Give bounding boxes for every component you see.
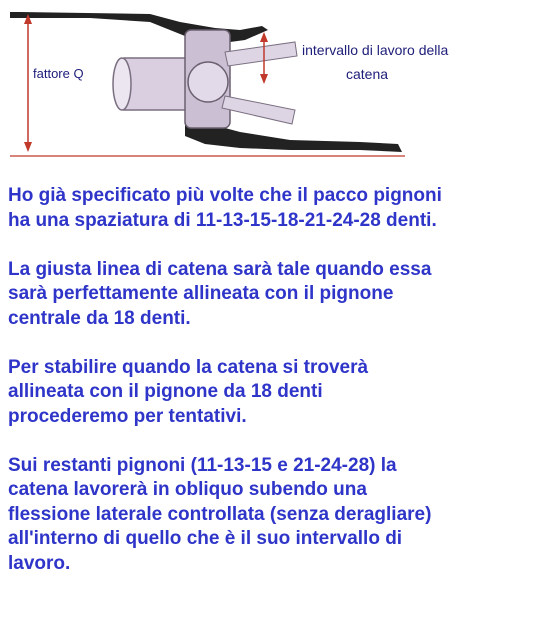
crankset-diagram [0, 0, 540, 170]
text-line: ha una spaziatura di 11-13-15-18-21-24-28 denti. [8, 209, 437, 231]
text-line: all'interno di quello che è il suo intervallo di [8, 528, 403, 549]
text-line: allineata con il pignone da 18 denti [8, 381, 323, 402]
crankset-illustration [0, 0, 540, 170]
text-line: sarà perfettamente allineata con il pignone [8, 283, 394, 304]
interval-arrow-top [260, 32, 268, 42]
spider-arm-lower [222, 96, 295, 124]
paragraph-4 [8, 454, 536, 577]
text-line: Per stabilire quando la catena si troverà [8, 356, 369, 378]
paragraph-3 [8, 356, 536, 430]
text-line: lavoro. [8, 552, 71, 574]
hub-cap [188, 62, 228, 102]
chain-interval-label-line2: catena [346, 66, 389, 82]
article-text [8, 184, 536, 601]
text-line: catena lavorerà in obliquo subendo una [8, 479, 367, 500]
q-arrow-bottom [24, 142, 32, 152]
axle-end [113, 58, 131, 110]
text-line: centrale da 18 denti. [8, 307, 191, 329]
text-line: Sui restanti pignoni (11-13-15 e 21-24-28) la [8, 454, 397, 476]
text-line: procederemo per tentativi. [8, 405, 247, 427]
chain-interval-label-line1: intervallo di lavoro della [302, 42, 449, 58]
spider-arm-upper [225, 42, 297, 66]
interval-arrow-bottom [260, 74, 268, 84]
text-line: flessione laterale controllata (senza deragliare) [8, 503, 432, 525]
paragraph-1 [8, 184, 536, 233]
text-line: La giusta linea di catena sarà tale quando essa [8, 258, 432, 280]
paragraph-2 [8, 258, 536, 332]
text-line: Ho già specificato più volte che il pacco pignoni [8, 185, 442, 206]
q-factor-label: fattore Q [33, 66, 84, 81]
